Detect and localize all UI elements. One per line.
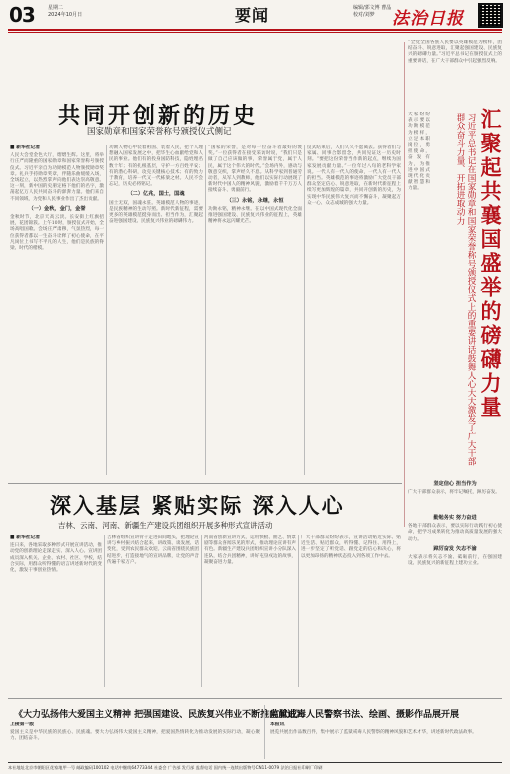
body-text: 广大干部群众纷纷表示，宣讲活动贴近实际、贴近生活、贴近群众，听得懂、记得住、用得上，进一步坚定了听党话、跟党走的信心和决心，将以更加昂扬的精神状态投入到各项工作中去。: [301, 535, 401, 559]
masthead-rule: [8, 29, 502, 31]
right-column-lower: [408, 512, 502, 687]
lead-subhead-2: （二）亿兆，国士，国魂: [127, 191, 185, 198]
body-text: 仪式结束后，人们久久不愿离去。获得者们与家属、同事合影留念，共同见证这一历史时刻。“要把这份荣誉当作新的起点，继续为国家发展贡献力量。”一位年过八旬的老科学家说。一代人有一代人的使命，一代人有一代人的担当。英雄模范的事迹将激励广大党员干部群众坚定信心、锐意进取，在新时代新征程上续写更加辉煌的篇章，共同开创新的历史，为实现中华民族伟大复兴而不懈奋斗，凝聚起万众一心、众志成城的强大力量。: [307, 145, 401, 206]
body-text: 国士无双，国魂永驻。英雄模范人物的事迹，是民族精神的生动写照。新时代新征程，需要更多的英雄模范挺身而出、担当作为，汇聚起奋进强国建设、民族复兴伟业的磅礴伟力。: [109, 200, 203, 225]
page-number: 03: [9, 3, 35, 27]
column-rule: [205, 145, 206, 475]
right-narrow-column: [408, 112, 430, 472]
story2-column-3: [204, 535, 296, 687]
lead-column-2: [109, 145, 203, 475]
body-text: 功勋人物心中装着祖国、装着人民，把个人理想融入国家发展之中，把毕生心血献给党和人民的事业。他们有的投身国防科技，隐姓埋名数十年；有的扎根基层，守护一方百姓平安；有的潜心科研，攻克关键核心技术；有的致力于教育，培养一代又一代栋梁之材。人民不会忘记，历史必将铭记。: [109, 145, 203, 188]
story2-headline: 深入基层 紧贴实际 深入人心: [50, 494, 345, 518]
weekday: 星期二: [48, 5, 64, 11]
story2-column-2: [107, 535, 199, 687]
lead-byline: ■ 新华社记者: [10, 145, 41, 150]
lead-column-3: [208, 145, 302, 475]
right-feature-rule: [404, 42, 405, 527]
body-text: “全党全国各族人民要以英雄模范为榜样，团结奋斗、锐意进取，汇聚起强国建设、民族复兴的磅礴力量。”习近平总书记在颁授仪式上的重要讲话，在广大干部群众中引起强烈反响。: [408, 40, 502, 64]
masthead-rule-thin: [8, 32, 502, 33]
qr-code-icon: [478, 3, 503, 28]
lead-subhead-3: （三）永铭，永继，永恒: [226, 197, 284, 204]
section-separator: [8, 483, 402, 484]
lead-headline: 共同开创新的历史: [58, 104, 259, 129]
section-separator: [8, 698, 502, 699]
body-text: 各地干部群众表示，要以实际行动践行初心使命，把学习成果转化为推动高质量发展的强大动力。: [408, 524, 502, 542]
right-vertical-headline: 汇聚起共襄国盛举的磅礴力量: [478, 108, 502, 420]
lead-column-1: [10, 145, 104, 475]
right-subhead-3: 踔厉奋发 矢志不渝: [433, 545, 477, 552]
right-vertical-subheadline: 习近平总书记在国家勋章和国家荣誉称号颁授仪式上的重要讲话鼓舞人心大大激发了广大干部群众奋斗力量、开拓进取动力: [455, 113, 476, 466]
right-intro-text: [408, 40, 502, 110]
date: 2024年10月日: [48, 12, 83, 18]
issue-date: [48, 5, 82, 19]
body-text: 大家表示将矢志不渝、砥砺前行，在强国建设、民族复兴的新征程上建功立业。: [408, 555, 502, 567]
page-footer: 本社地址北京市朝阳区花家地甲一号 邮政编码100102 电话中继线64773344 社委会 广告部 发行部 监督电话 国内统一连续出版物号CN11-0079 法治日报社印刷厂印刷: [8, 762, 502, 771]
lead-subhead-1: （一）金秋，金门，金誉: [28, 205, 86, 212]
column-rule: [304, 145, 305, 475]
bottom-left-text: [10, 722, 260, 758]
body-text: 展览共展出作品数百件，集中展示了监狱戒毒人民警察的精神风貌和艺术才华，讲述新时代政法故事。: [270, 730, 477, 736]
bottom-left-headline: 《大力弘扬伟大爱国主义精神 把强国建设、民族复兴伟业不断推向前进》: [14, 710, 306, 720]
body-text: 大家纷纷表示要以功勋模范为榜样，立足本职岗位，勇担使命，奋发有为，为推进中国式现代化贡献智慧和力量。: [408, 112, 430, 192]
column-rule: [298, 535, 299, 687]
body-text: 金秋时节，北京天高云淡。长安街上红旗招展，花团锦簇。上午10时，颁授仪式开始，全场高唱国歌。会场庄严肃穆，气氛热烈，每一位获得者都以一生奋斗诠释了初心使命，在平凡岗位上书写不平凡的人生，他们是民族的脊梁、时代的楷模。: [10, 215, 104, 252]
bottom-left-byline: 上接第一版: [10, 722, 34, 727]
column-rule: [106, 145, 107, 475]
body-text: 爱国主义是中华民族的民族心、民族魂。要大力弘扬伟大爱国主义精神，把爱国热情转化为推动发展的实际行动，凝心聚力、团结奋斗。: [10, 730, 260, 742]
bottom-right-headline: 监狱戒毒人民警察书法、绘画、摄影作品展开展: [270, 710, 460, 720]
section-title: 要闻: [235, 6, 270, 25]
column-rule: [264, 705, 265, 759]
editors: 编辑/郭文博 曹晶: [353, 5, 392, 11]
body-text: 人民大会堂金色大厅，熠熠生辉。这里，将举行庄严而隆重的国家勋章和国家荣誉称号颁授仪式。习近平亲自为功勋模范人物颁授勋章奖章。礼兵手持勋章奖章，伴随乐曲缓缓入场，全场起立，以热烈掌声向他们表达崇高敬意。这一刻，新中国的史册定格下他们的名字，激荡起亿万人民共同奋斗的澎湃力量。他们来自不同领域，为党和人民事业作出了杰出贡献。: [10, 153, 104, 202]
body-text: “国家的荣誉，是对每一位奋斗者最好的褒奖。”一位获得者在接受采访时说，“我们只是做了自己应该做的事，荣誉属于党，属于人民，属于这个伟大的时代。”会场内外，感动与敬意交织，掌声经久不息。从科学家到普通劳动者，从军人到教师，他们以实际行动展现了新时代中国人的精神风貌，激励着千千万万人接续奋斗、勇毅前行。: [208, 145, 302, 194]
editors-credit: [353, 5, 391, 19]
right-subhead-1: 坚定信心 担当作为: [433, 481, 477, 487]
proofreader: 校对/刘梦: [353, 12, 375, 18]
column-rule: [104, 535, 105, 687]
newspaper-logo: 法治日报: [392, 9, 464, 29]
column-rule: [201, 535, 202, 687]
bottom-right-byline: 本报讯: [270, 722, 285, 727]
story2-column-1: [10, 535, 102, 687]
body-text: 连日来，各地采取多种形式开展宣讲活动，推动党的创新理论走深走实、深入人心。宣讲团成员深入机关、企业、农村、社区、学校，结合实际，用群众听得懂的语言讲述新时代的变化，激发干事创业热情。: [10, 543, 102, 574]
body-text: 河南省创新宣讲方式，运用快板、曲艺、情景剧等群众喜闻乐见的形式，推动理论宣讲有声有色。新疆生产建设兵团组织宣讲小分队深入连队，结合兵团精神，讲好屯垦戍边的故事，凝聚奋进力量。: [204, 535, 296, 565]
bottom-right-text: [270, 722, 502, 758]
story2-byline: ■ 新华社记者: [10, 535, 41, 540]
right-column-bottom: [408, 478, 502, 508]
body-text: 广大干部群众表示，将牢记嘱托，踔厉奋发。: [408, 490, 500, 496]
right-subhead-2: 勤勉务实 努力奋进: [433, 515, 477, 521]
lead-subheadline: 国家勋章和国家荣誉称号颁授仪式侧记: [87, 127, 232, 137]
story2-column-4: [301, 535, 401, 687]
body-text: 吉林省组织宣讲骨干走进田间地头，把理论宣讲与乡村振兴结合起来，讲政策、谈发展、话变化，受到农民群众欢迎。云南省围绕民族团结进步，打造接地气的宣讲品牌，让党的声音传遍千家万户。: [107, 535, 199, 565]
story2-subheadline: 吉林、云南、河南、新疆生产建设兵团组织开展多种形式宣讲活动: [58, 521, 273, 530]
body-text: 功勋永铭，精神永继。在以中国式现代化全面推进强国建设、民族复兴伟业的征程上，英雄精神将永远闪耀光芒。: [208, 206, 302, 225]
lead-column-4: [307, 145, 401, 475]
